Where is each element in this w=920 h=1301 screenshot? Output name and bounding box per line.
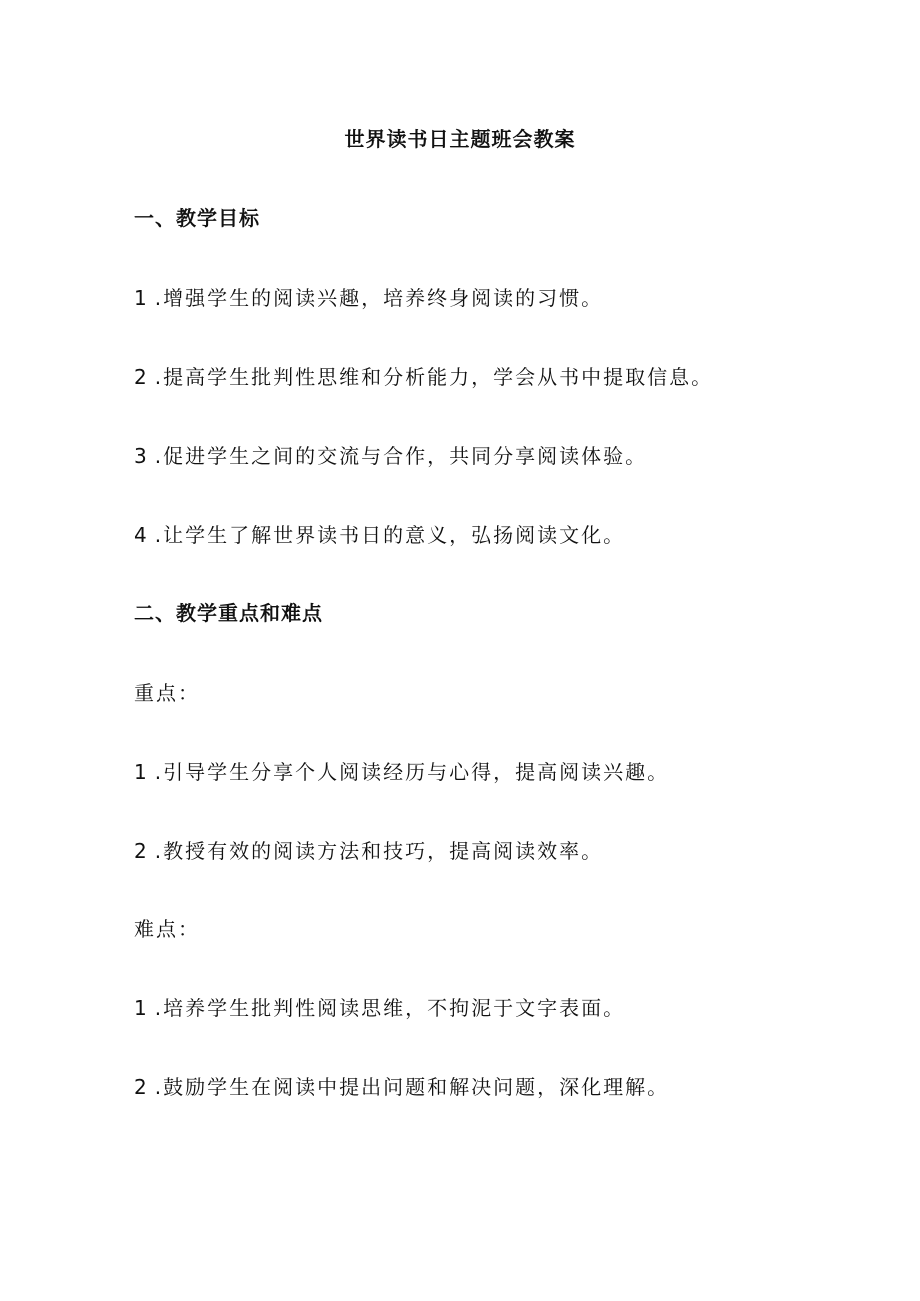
item-text: .增强学生的阅读兴趣，培养终身阅读的习惯。 xyxy=(154,286,604,310)
item-number: 2 xyxy=(134,1075,149,1099)
item-number: 4 xyxy=(134,523,149,547)
objective-item-1 xyxy=(134,283,603,313)
key-item-2 xyxy=(134,836,603,866)
document-title: 世界读书日主题班会教案 xyxy=(344,127,576,151)
item-text: .鼓励学生在阅读中提出问题和解决问题，深化理解。 xyxy=(154,1075,670,1099)
difficulty-item-2 xyxy=(134,1072,669,1102)
section-heading-key-points: 二、教学重点和难点 xyxy=(134,601,323,625)
difficulty-label: 难点： xyxy=(134,917,200,941)
item-text: .引导学生分享个人阅读经历与心得，提高阅读兴趣。 xyxy=(154,760,670,784)
objective-item-3 xyxy=(134,441,647,471)
item-number: 3 xyxy=(134,444,149,468)
objective-item-2 xyxy=(134,362,713,392)
item-number: 1 xyxy=(134,996,149,1020)
key-item-1 xyxy=(134,757,669,787)
section-heading-objectives: 一、教学目标 xyxy=(134,206,260,230)
item-text: .提高学生批判性思维和分析能力，学会从书中提取信息。 xyxy=(154,365,714,389)
key-points-label: 重点： xyxy=(134,681,200,705)
item-number: 1 xyxy=(134,286,149,310)
item-text: .促进学生之间的交流与合作，共同分享阅读体验。 xyxy=(154,444,648,468)
item-text: .教授有效的阅读方法和技巧，提高阅读效率。 xyxy=(154,839,604,863)
item-text: .让学生了解世界读书日的意义，弘扬阅读文化。 xyxy=(154,523,626,547)
item-number: 2 xyxy=(134,365,149,389)
item-text: .培养学生批判性阅读思维，不拘泥于文字表面。 xyxy=(154,996,626,1020)
item-number: 2 xyxy=(134,839,149,863)
item-number: 1 xyxy=(134,760,149,784)
difficulty-item-1 xyxy=(134,993,625,1023)
objective-item-4 xyxy=(134,520,625,550)
